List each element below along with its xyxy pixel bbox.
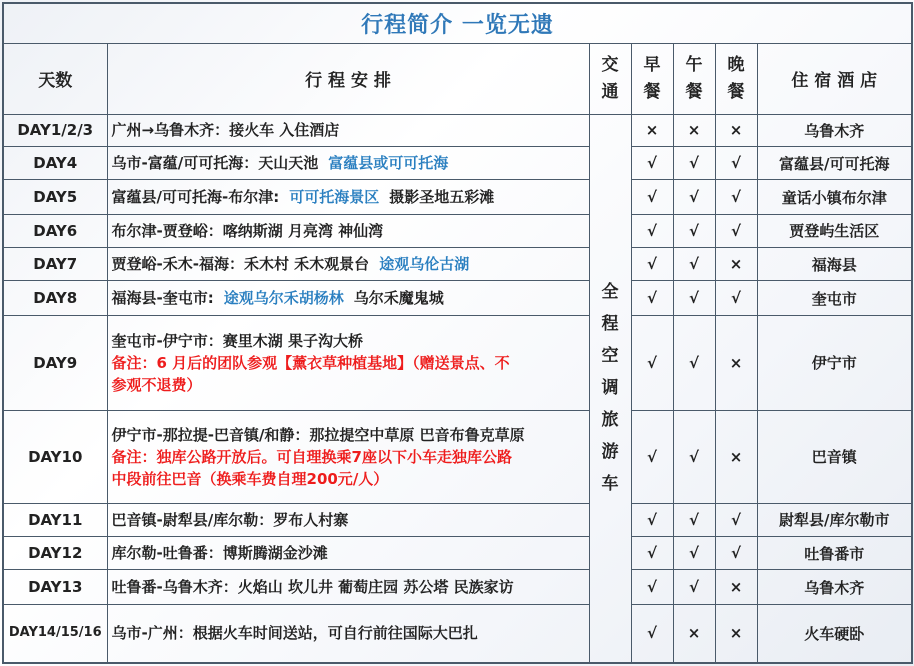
itinerary-line bbox=[112, 542, 585, 564]
page-title: 行程简介 一览无遗 bbox=[3, 3, 912, 43]
breakfast-mark: √ bbox=[631, 147, 673, 180]
breakfast-mark: √ bbox=[631, 281, 673, 315]
dinner-mark: × bbox=[715, 248, 757, 281]
day-cell: DAY6 bbox=[3, 214, 107, 247]
header-lunch-2: 餐 bbox=[685, 81, 703, 102]
itinerary-text: 乌尔禾魔鬼城 bbox=[353, 289, 444, 308]
dinner-mark: √ bbox=[715, 180, 757, 214]
header-hotel: 住 宿 酒 店 bbox=[757, 43, 912, 114]
table-row bbox=[3, 147, 912, 180]
itinerary-line bbox=[112, 576, 585, 598]
breakfast-mark: √ bbox=[631, 537, 673, 570]
itinerary-cell bbox=[107, 214, 589, 247]
header-breakfast bbox=[631, 43, 673, 114]
itinerary-text: 广州→乌鲁木齐：接火车 入住酒店 bbox=[111, 121, 340, 140]
lunch-mark: √ bbox=[673, 410, 715, 503]
itinerary-cell bbox=[107, 114, 589, 146]
dinner-mark: √ bbox=[715, 537, 757, 570]
itinerary-cell bbox=[107, 315, 589, 410]
table-row bbox=[3, 281, 912, 315]
header-dinner-2: 餐 bbox=[727, 81, 745, 102]
header-breakfast-2: 餐 bbox=[643, 81, 661, 102]
breakfast-mark: √ bbox=[631, 410, 673, 503]
dinner-mark: √ bbox=[715, 281, 757, 315]
itinerary-table bbox=[2, 2, 913, 664]
hotel-cell: 童话小镇布尔津 bbox=[757, 180, 912, 214]
transport-char: 游 bbox=[601, 442, 619, 463]
hotel-cell: 福海县 bbox=[757, 248, 912, 281]
transport-char: 旅 bbox=[601, 410, 619, 431]
itinerary-cell bbox=[107, 570, 589, 604]
itinerary-line bbox=[112, 253, 585, 275]
itinerary-text: 摄影圣地五彩滩 bbox=[389, 188, 495, 207]
breakfast-mark: √ bbox=[631, 503, 673, 536]
header-transport-1: 交 bbox=[601, 54, 619, 75]
header-lunch bbox=[673, 43, 715, 114]
dinner-mark: √ bbox=[715, 147, 757, 180]
day-cell: DAY11 bbox=[3, 503, 107, 536]
itinerary-line bbox=[112, 220, 585, 242]
table-row bbox=[3, 604, 912, 663]
itinerary-line bbox=[112, 468, 585, 490]
itinerary-text: 备注：6 月后的团队参观【薰衣草种植基地】（赠送景点、不 bbox=[111, 353, 510, 372]
transport-char: 空 bbox=[601, 346, 619, 367]
dinner-mark: √ bbox=[715, 214, 757, 247]
itinerary-cell bbox=[107, 604, 589, 663]
itinerary-line bbox=[112, 186, 585, 208]
itinerary-text: 巴音镇-尉犁县/库尔勒：罗布人村寨 bbox=[111, 510, 349, 529]
hotel-cell: 乌鲁木齐 bbox=[757, 570, 912, 604]
itinerary-line bbox=[112, 119, 585, 141]
breakfast-mark: √ bbox=[631, 570, 673, 604]
itinerary-line bbox=[112, 330, 585, 352]
lunch-mark: √ bbox=[673, 503, 715, 536]
hotel-cell: 富蕴县/可可托海 bbox=[757, 147, 912, 180]
lunch-mark: √ bbox=[673, 537, 715, 570]
itinerary-cell bbox=[107, 503, 589, 536]
lunch-mark: √ bbox=[673, 180, 715, 214]
day-cell: DAY14/15/16 bbox=[3, 604, 107, 663]
table-row bbox=[3, 503, 912, 536]
table-row bbox=[3, 114, 912, 146]
table-row bbox=[3, 214, 912, 247]
header-dinner bbox=[715, 43, 757, 114]
itinerary-text: 布尔津-贾登峪：喀纳斯湖 月亮湾 神仙湾 bbox=[111, 221, 384, 240]
dinner-mark: × bbox=[715, 570, 757, 604]
day-cell: DAY4 bbox=[3, 147, 107, 180]
itinerary-line bbox=[112, 352, 585, 374]
breakfast-mark: √ bbox=[631, 248, 673, 281]
breakfast-mark: √ bbox=[631, 604, 673, 663]
transport-char: 车 bbox=[601, 474, 619, 495]
itinerary-cell bbox=[107, 147, 589, 180]
itinerary-cell bbox=[107, 537, 589, 570]
breakfast-mark: × bbox=[631, 114, 673, 146]
lunch-mark: √ bbox=[673, 315, 715, 410]
hotel-cell: 伊宁市 bbox=[757, 315, 912, 410]
itinerary-text: 吐鲁番-乌鲁木齐：火焰山 坎儿井 葡萄庄园 苏公塔 民族家访 bbox=[111, 578, 514, 597]
dinner-mark: × bbox=[715, 114, 757, 146]
table-row bbox=[3, 537, 912, 570]
day-cell: DAY5 bbox=[3, 180, 107, 214]
header-dinner-1: 晚 bbox=[727, 54, 745, 75]
breakfast-mark: √ bbox=[631, 315, 673, 410]
itinerary-text: 参观不退费） bbox=[111, 375, 202, 394]
lunch-mark: × bbox=[673, 114, 715, 146]
hotel-cell: 尉犁县/库尔勒市 bbox=[757, 503, 912, 536]
itinerary-line bbox=[112, 446, 585, 468]
itinerary-cell bbox=[107, 410, 589, 503]
dinner-mark: × bbox=[715, 315, 757, 410]
itinerary-text: 备注：独库公路开放后。可自理换乘7座以下小车走独库公路 bbox=[111, 447, 512, 466]
hotel-cell: 吐鲁番市 bbox=[757, 537, 912, 570]
table-row bbox=[3, 410, 912, 503]
header-breakfast-1: 早 bbox=[643, 54, 661, 75]
itinerary-cell bbox=[107, 281, 589, 315]
itinerary-text: 乌市-广州：根据火车时间送站，可自行前往国际大巴扎 bbox=[111, 624, 478, 643]
lunch-mark: × bbox=[673, 604, 715, 663]
day-cell: DAY7 bbox=[3, 248, 107, 281]
itinerary-text: 富蕴县/可可托海-布尔津: bbox=[111, 188, 280, 207]
header-transport-2: 通 bbox=[601, 81, 619, 102]
itinerary-line bbox=[112, 509, 585, 531]
itinerary-text: 贾登峪-禾木-福海：禾木村 禾木观景台 bbox=[111, 255, 370, 274]
itinerary-line bbox=[112, 424, 585, 446]
itinerary-text: 伊宁市-那拉提-巴音镇/和静：那拉提空中草原 巴音布鲁克草原 bbox=[111, 425, 525, 444]
itinerary-text: 库尔勒-吐鲁番：博斯腾湖金沙滩 bbox=[111, 544, 328, 563]
hotel-cell: 乌鲁木齐 bbox=[757, 114, 912, 146]
hotel-cell: 奎屯市 bbox=[757, 281, 912, 315]
lunch-mark: √ bbox=[673, 214, 715, 247]
itinerary-text: 富蕴县或可可托海 bbox=[328, 154, 449, 173]
itinerary-line bbox=[112, 287, 585, 309]
lunch-mark: √ bbox=[673, 147, 715, 180]
day-cell: DAY10 bbox=[3, 410, 107, 503]
itinerary-text: 途观乌尔禾胡杨林 bbox=[223, 289, 344, 308]
itinerary-line bbox=[112, 374, 585, 396]
header-day: 天数 bbox=[3, 43, 107, 114]
table-row bbox=[3, 315, 912, 410]
breakfast-mark: √ bbox=[631, 180, 673, 214]
transport-cell bbox=[589, 114, 631, 663]
itinerary-line bbox=[112, 152, 585, 174]
day-cell: DAY13 bbox=[3, 570, 107, 604]
day-cell: DAY1/2/3 bbox=[3, 114, 107, 146]
transport-char: 程 bbox=[601, 314, 619, 335]
itinerary-cell bbox=[107, 180, 589, 214]
dinner-mark: × bbox=[715, 604, 757, 663]
itinerary-text: 可可托海景区 bbox=[289, 188, 380, 207]
header-itinerary: 行 程 安 排 bbox=[107, 43, 589, 114]
itinerary-text: 途观乌伦古湖 bbox=[379, 255, 470, 274]
itinerary-text: 乌市-富蕴/可可托海：天山天池 bbox=[111, 154, 319, 173]
lunch-mark: √ bbox=[673, 570, 715, 604]
itinerary-line bbox=[112, 622, 585, 644]
lunch-mark: √ bbox=[673, 281, 715, 315]
table-row bbox=[3, 248, 912, 281]
day-cell: DAY8 bbox=[3, 281, 107, 315]
hotel-cell: 火车硬卧 bbox=[757, 604, 912, 663]
table-row bbox=[3, 570, 912, 604]
day-cell: DAY9 bbox=[3, 315, 107, 410]
itinerary-text: 中段前往巴音（换乘车费自理200元/人） bbox=[111, 469, 389, 488]
hotel-cell: 巴音镇 bbox=[757, 410, 912, 503]
table-row bbox=[3, 180, 912, 214]
header-lunch-1: 午 bbox=[685, 54, 703, 75]
header-transport bbox=[589, 43, 631, 114]
day-cell: DAY12 bbox=[3, 537, 107, 570]
transport-char: 全 bbox=[601, 282, 619, 303]
dinner-mark: √ bbox=[715, 503, 757, 536]
transport-char: 调 bbox=[601, 378, 619, 399]
hotel-cell: 贾登屿生活区 bbox=[757, 214, 912, 247]
itinerary-text: 奎屯市-伊宁市：赛里木湖 果子沟大桥 bbox=[111, 331, 363, 350]
dinner-mark: × bbox=[715, 410, 757, 503]
breakfast-mark: √ bbox=[631, 214, 673, 247]
itinerary-text: 福海县-奎屯市: bbox=[111, 289, 214, 308]
lunch-mark: √ bbox=[673, 248, 715, 281]
itinerary-cell bbox=[107, 248, 589, 281]
